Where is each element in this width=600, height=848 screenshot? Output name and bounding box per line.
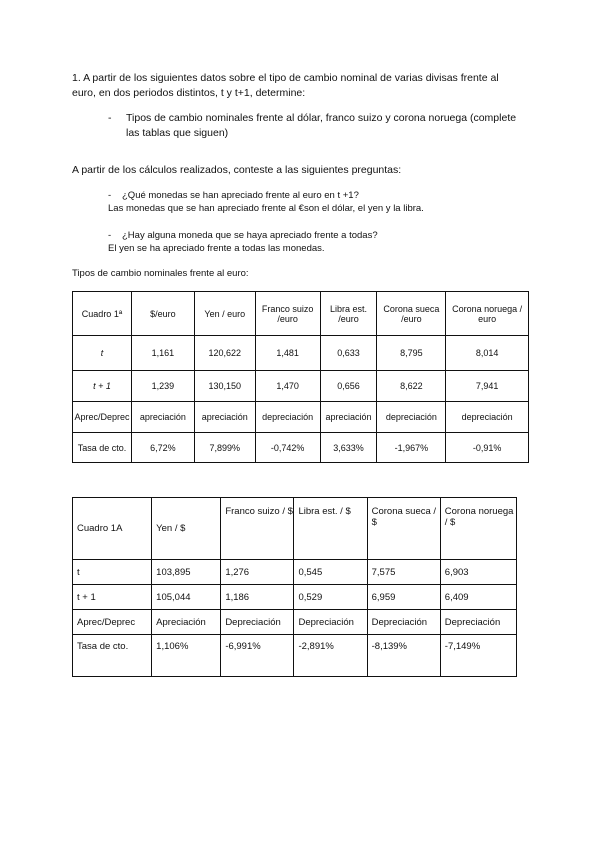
table-cell: 1,470 bbox=[255, 371, 320, 402]
table-cell: 0,633 bbox=[320, 336, 377, 371]
header-cell: Corona noruega / euro bbox=[446, 292, 529, 336]
intro-line-2: euro, en dos periodos distintos, t y t+1, determine: bbox=[72, 87, 306, 99]
header-cell: Libra est. /euro bbox=[320, 292, 377, 336]
table-cell: apreciación bbox=[194, 402, 255, 433]
row-label: t + 1 bbox=[73, 585, 152, 610]
header-cell: Franco suizo /euro bbox=[255, 292, 320, 336]
question-1-dash: - bbox=[108, 190, 112, 201]
table-cell: 103,895 bbox=[152, 560, 221, 585]
table-cell: 1,276 bbox=[221, 560, 294, 585]
question-2: ¿Hay alguna moneda que se haya apreciado frente a todas? bbox=[122, 230, 378, 241]
bullet-text-line-1: Tipos de cambio nominales frente al dólar, franco suizo y corona noruega (complete bbox=[126, 112, 517, 124]
table1-caption: Tipos de cambio nominales frente al euro: bbox=[72, 268, 249, 279]
table-cell: 0,529 bbox=[294, 585, 367, 610]
table-cell: Depreciación bbox=[221, 610, 294, 635]
table-cell: 7,899% bbox=[194, 433, 255, 463]
table-cell: depreciación bbox=[446, 402, 529, 433]
table-cell: 8,622 bbox=[377, 371, 446, 402]
table-cell: 1,161 bbox=[131, 336, 194, 371]
table-cell: 6,409 bbox=[440, 585, 516, 610]
header-cell: Corona sueca / $ bbox=[367, 498, 440, 560]
question-1: ¿Qué monedas se han apreciado frente al euro en t +1? bbox=[122, 190, 359, 201]
table-header-row bbox=[73, 498, 517, 560]
header-cell: Corona sueca /euro bbox=[377, 292, 446, 336]
exchange-rate-table-dollar bbox=[72, 497, 517, 677]
table-row bbox=[73, 585, 517, 610]
table-row bbox=[73, 433, 529, 463]
table-cell: 0,545 bbox=[294, 560, 367, 585]
table-cell: apreciación bbox=[131, 402, 194, 433]
header-cell: Yen / euro bbox=[194, 292, 255, 336]
table-cell: 1,239 bbox=[131, 371, 194, 402]
table-cell: -0,91% bbox=[446, 433, 529, 463]
table-cell: -6,991% bbox=[221, 635, 294, 677]
question-2-block bbox=[108, 229, 528, 255]
table-cell: 1,106% bbox=[152, 635, 221, 677]
table-cell: Depreciación bbox=[440, 610, 516, 635]
answer-2: El yen se ha apreciado frente a todas las monedas. bbox=[108, 243, 325, 254]
header-cell: Corona noruega / $ bbox=[440, 498, 516, 560]
table-cell: -1,967% bbox=[377, 433, 446, 463]
table-cell: depreciación bbox=[377, 402, 446, 433]
questions-heading: A partir de los cálculos realizados, conteste a las siguientes preguntas: bbox=[72, 164, 402, 176]
table-cell: 120,622 bbox=[194, 336, 255, 371]
header-cell: Yen / $ bbox=[152, 498, 221, 560]
table-cell: 1,481 bbox=[255, 336, 320, 371]
row-label: t + 1 bbox=[73, 371, 132, 402]
row-label: t bbox=[73, 560, 152, 585]
table-header-row bbox=[73, 292, 529, 336]
header-cell: Libra est. / $ bbox=[294, 498, 367, 560]
intro-line-1: 1. A partir de los siguientes datos sobre el tipo de cambio nominal de varias divisas frente al bbox=[72, 72, 499, 84]
bullet-dash: - bbox=[108, 112, 112, 124]
table-cell: 3,633% bbox=[320, 433, 377, 463]
row-label: t bbox=[73, 336, 132, 371]
header-cell: $/euro bbox=[131, 292, 194, 336]
row-label: Aprec/Deprec bbox=[73, 610, 152, 635]
table-row bbox=[73, 635, 517, 677]
table-cell: Depreciación bbox=[367, 610, 440, 635]
table-cell: depreciación bbox=[255, 402, 320, 433]
table-cell: 8,795 bbox=[377, 336, 446, 371]
table-cell: 7,941 bbox=[446, 371, 529, 402]
answer-1: Las monedas que se han apreciado frente al €son el dólar, el yen y la libra. bbox=[108, 203, 424, 214]
table-cell: -7,149% bbox=[440, 635, 516, 677]
header-cell: Cuadro 1A bbox=[73, 498, 152, 560]
table-cell: apreciación bbox=[320, 402, 377, 433]
table-cell: 7,575 bbox=[367, 560, 440, 585]
intro-paragraph bbox=[72, 71, 542, 101]
table-cell: 1,186 bbox=[221, 585, 294, 610]
table-row bbox=[73, 336, 529, 371]
question-1-block bbox=[108, 189, 528, 215]
table-cell: Apreciación bbox=[152, 610, 221, 635]
table-cell: 130,150 bbox=[194, 371, 255, 402]
row-label: Tasa de cto. bbox=[73, 635, 152, 677]
bullet-text-line-2: las tablas que siguen) bbox=[126, 127, 229, 139]
exchange-rate-table-euro bbox=[72, 291, 529, 463]
table-row bbox=[73, 371, 529, 402]
table-row bbox=[73, 610, 517, 635]
table-cell: 105,044 bbox=[152, 585, 221, 610]
table-cell: 6,72% bbox=[131, 433, 194, 463]
table-cell: -8,139% bbox=[367, 635, 440, 677]
table-cell: 0,656 bbox=[320, 371, 377, 402]
table-cell: 6,903 bbox=[440, 560, 516, 585]
table-cell: -2,891% bbox=[294, 635, 367, 677]
table-row bbox=[73, 402, 529, 433]
header-cell: Cuadro 1ª bbox=[73, 292, 132, 336]
table-cell: 6,959 bbox=[367, 585, 440, 610]
table-cell: -0,742% bbox=[255, 433, 320, 463]
table-row bbox=[73, 560, 517, 585]
question-2-dash: - bbox=[108, 230, 112, 241]
header-cell: Franco suizo / $ bbox=[221, 498, 294, 560]
row-label: Tasa de cto. bbox=[73, 433, 132, 463]
intro-bullet bbox=[108, 111, 538, 141]
table-cell: 8,014 bbox=[446, 336, 529, 371]
row-label: Aprec/Deprec bbox=[73, 402, 132, 433]
table-cell: Depreciación bbox=[294, 610, 367, 635]
